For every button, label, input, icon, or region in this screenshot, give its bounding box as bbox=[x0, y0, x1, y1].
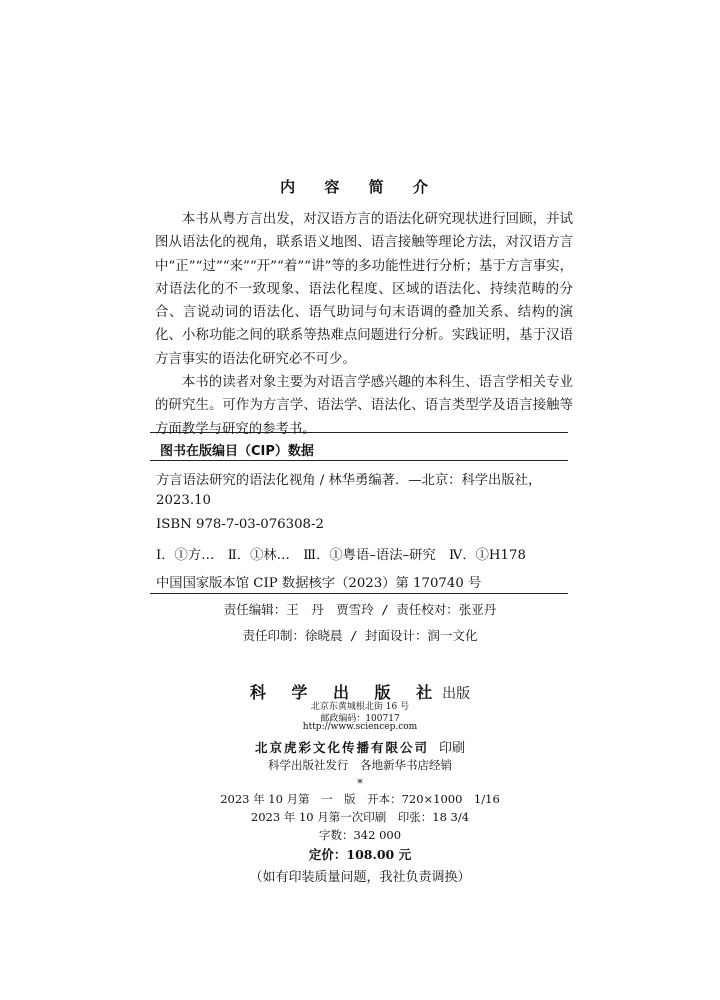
publisher-address: 北京东黄城根北街 16 号 bbox=[310, 702, 410, 712]
cip-title-line: 方言语法研究的语法化视角 / 林华勇编著．—北京：科学出版社， bbox=[156, 473, 542, 488]
cip-date-line: 2023.10 bbox=[156, 493, 211, 508]
word-count: 字数：342 000 bbox=[318, 828, 402, 842]
intro-paragraph-2: 本书的读者对象主要为对语言学感兴趣的本科生、语言学相关专业的研究生。可作为方言学、语法学、语法化、语言类型学及语言接触等方面教学与研究的参考书。 bbox=[155, 375, 573, 437]
divider-cip-heading bbox=[150, 460, 568, 461]
staff-line-2: 责任印制：徐晓晨 / 封面设计：润一文化 bbox=[242, 628, 478, 643]
staff-line-1: 责任编辑：王 丹 贾雪玲 / 责任校对：张亚丹 bbox=[223, 602, 497, 617]
intro-title: 内 容 简 介 bbox=[280, 178, 440, 196]
publisher-postcode: 邮政编码：100717 bbox=[320, 714, 400, 724]
publisher-name: 科 学 出 版 社 bbox=[249, 683, 443, 702]
cip-record-number: 中国国家版本馆 CIP 数据核字（2023）第 170740 号 bbox=[156, 576, 482, 591]
edition-line: 2023 年 10 月第 一 版 开本：720×1000 1/16 bbox=[220, 792, 500, 806]
cip-isbn: ISBN 978-7-03-076308-2 bbox=[156, 517, 324, 532]
quality-notice: （如有印装质量问题，我社负责调换） bbox=[249, 870, 471, 885]
divider-top bbox=[150, 432, 568, 433]
intro-paragraph-1: 本书从粤方言出发，对汉语方言的语法化研究现状进行回顾，并试图从语法化的视角，联系语义地图、语言接触等理论方法，对汉语方言中“正”“过”“来”“开”“着”“讲”等的多功能性进行分析；基于方言事实，对语法化的不一致现象、语法化程度、区域的语法化、持续范畴的分合、言说动词的语法化、语气助词与句末语调的叠加关系、结构的演化、小称功能之间的联系等热难点问题进行分析。实践证明，基于汉语方言事实的语法化研究必不可少。 bbox=[155, 212, 573, 367]
separator-star: * bbox=[357, 776, 363, 790]
printing-line: 2023 年 10 月第一次印刷 印张：18 3/4 bbox=[250, 810, 470, 824]
intro-text bbox=[155, 208, 573, 441]
printer-suffix: 印刷 bbox=[439, 741, 466, 756]
publisher-url: http://www.sciencep.com bbox=[302, 722, 418, 732]
divider-bottom bbox=[150, 593, 568, 594]
publisher-suffix: 出版 bbox=[442, 686, 471, 702]
price: 定价：108.00 元 bbox=[308, 847, 412, 862]
cip-heading: 图书在版编目（CIP）数据 bbox=[160, 444, 314, 459]
distribution-line: 科学出版社发行 各地新华书店经销 bbox=[268, 758, 452, 772]
printer-name: 北京虎彩文化传播有限公司 bbox=[254, 740, 429, 755]
printer-line bbox=[0, 737, 720, 756]
cip-classification: Ⅰ．①方… Ⅱ．①林… Ⅲ．①粤语–语法–研究 Ⅳ．①H178 bbox=[156, 548, 526, 563]
